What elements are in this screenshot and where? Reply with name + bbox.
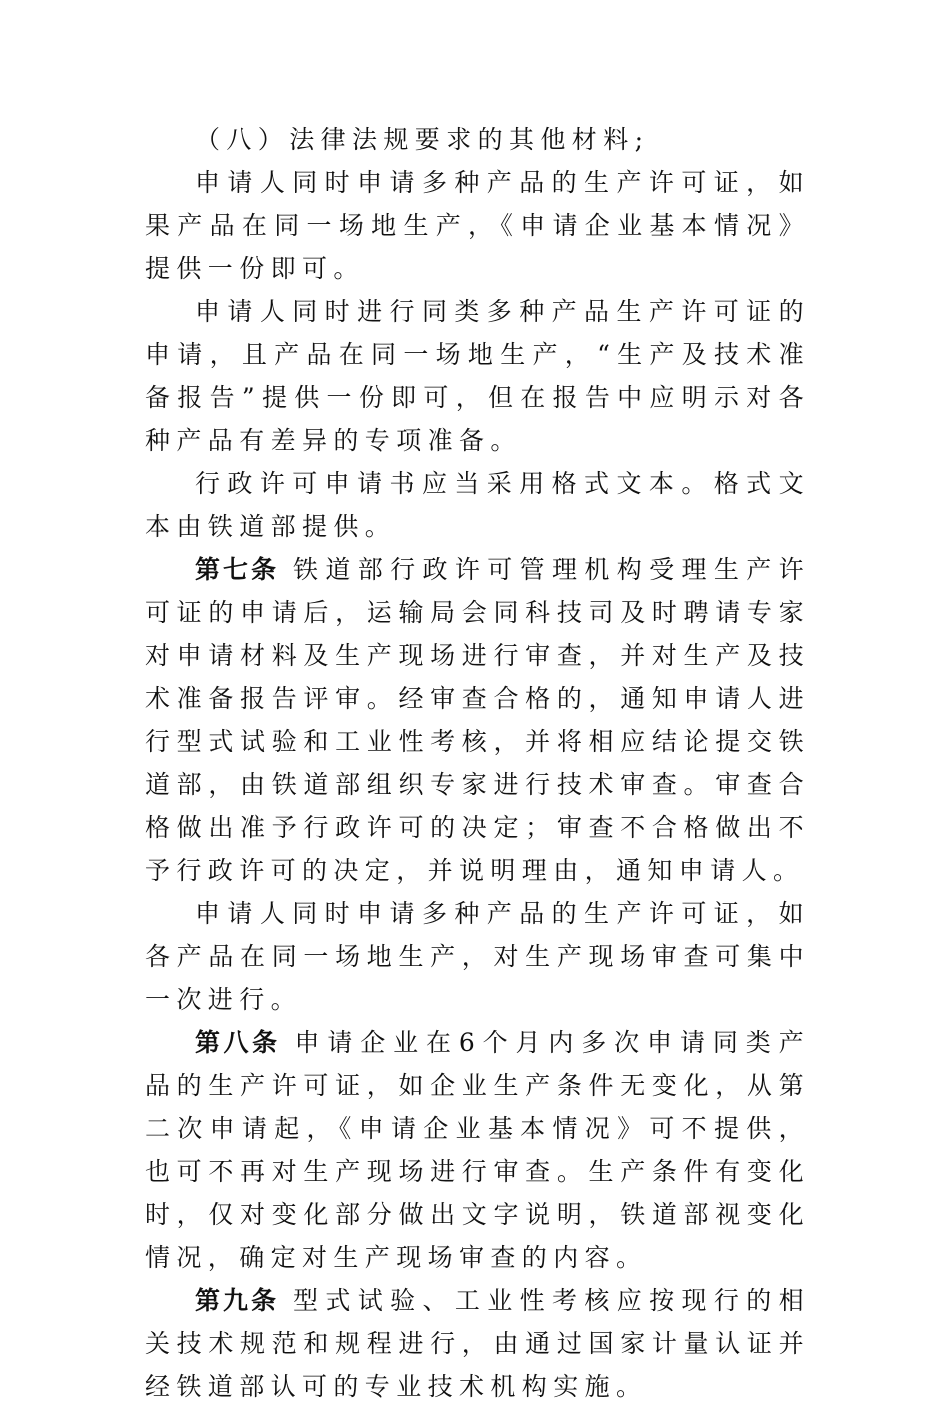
document-body	[145, 118, 810, 1408]
paragraph-item-8	[145, 118, 810, 161]
paragraph-text: 申请人同时进行同类多种产品生产许可证的申请，且产品在同一场地生产，“生产及技术准备报告”提供一份即可，但在报告中应明示对各种产品有差异的专项准备。	[145, 297, 810, 455]
article-heading: 第九条	[195, 1286, 279, 1315]
paragraph-text: 铁道部行政许可管理机构受理生产许可证的申请后，运输局会同科技司及时聘请专家对申请材料及生产现场进行审查，并对生产及技术准备报告评审。经审查合格的，通知申请人进行型式试验和工业性考核，并将相应结论提交铁道部，由铁道部组织专家进行技术审查。审查合格做出准予行政许可的决定；审查不合格做出不予行政许可的决定，并说明理由，通知申请人。	[145, 555, 810, 885]
paragraph-multiple-products-basic-info	[145, 161, 810, 290]
article-heading: 第八条	[195, 1028, 281, 1057]
paragraph-format-text	[145, 462, 810, 548]
article-8	[145, 1021, 810, 1279]
paragraph-text: （八）法律法规要求的其他材料;	[195, 125, 650, 154]
article-heading: 第七条	[195, 555, 279, 584]
article-7	[145, 548, 810, 892]
paragraph-production-report	[145, 290, 810, 462]
paragraph-site-review	[145, 892, 810, 1021]
paragraph-text: 申请企业在6个月内多次申请同类产品的生产许可证，如企业生产条件无变化，从第二次申请起，《申请企业基本情况》可不提供，也可不再对生产现场进行审查。生产条件有变化时，仅对变化部分做出文字说明，铁道部视变化情况，确定对生产现场审查的内容。	[145, 1028, 810, 1272]
paragraph-text: 申请人同时申请多种产品的生产许可证，如各产品在同一场地生产，对生产现场审查可集中一次进行。	[145, 899, 810, 1014]
paragraph-text: 行政许可申请书应当采用格式文本。格式文本由铁道部提供。	[145, 469, 810, 541]
paragraph-text: 型式试验、工业性考核应按现行的相关技术规范和规程进行，由通过国家计量认证并经铁道部认可的专业技术机构实施。	[145, 1286, 810, 1401]
paragraph-text: 申请人同时申请多种产品的生产许可证，如果产品在同一场地生产，《申请企业基本情况》提供一份即可。	[145, 168, 810, 283]
